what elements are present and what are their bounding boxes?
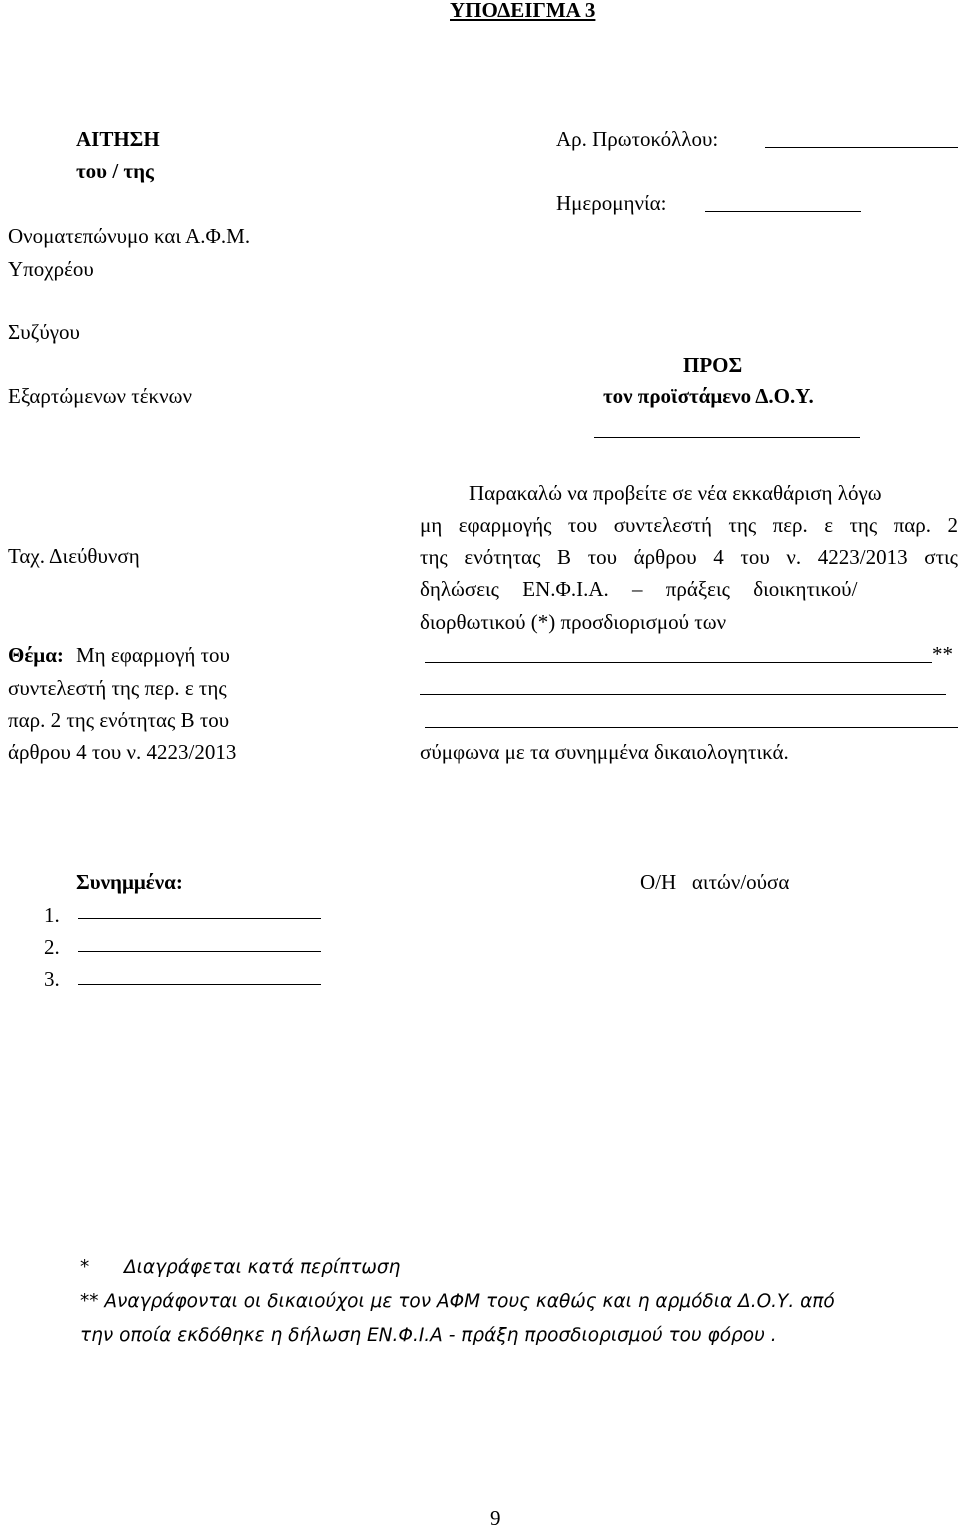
body-line-4 <box>420 576 958 602</box>
signature-label: Ο/Η αιτών/ούσα <box>640 870 790 894</box>
subject-line-1: Μη εφαρμογή του <box>76 643 230 667</box>
body-line-2: μη εφαρμογής του συντελεστή της περ. ε της παρ. 2 <box>420 513 958 537</box>
to-recipient: τον προϊστάμενο Δ.Ο.Υ. <box>603 384 814 408</box>
closing-line: σύμφωνα με τα συνημμένα δικαιολογητικά. <box>420 740 789 764</box>
name-afm-label: Ονοματεπώνυμο και Α.Φ.Μ. <box>8 224 251 248</box>
body-line-4-text: δηλώσεις ΕΝ.Φ.Ι.Α. – πράξεις διοικητικού/ <box>420 577 858 601</box>
subject-line-3: παρ. 2 της ενότητας Β του <box>8 708 230 732</box>
document-heading: ΥΠΟΔΕΙΓΜΑ 3 <box>450 0 596 22</box>
address-label: Ταχ. Διεύθυνση <box>8 544 140 568</box>
body-line-3: της ενότητας Β του άρθρου 4 του ν. 4223/2013 στις <box>420 545 958 569</box>
date-label: Ημερομηνία: <box>556 191 667 215</box>
page-number: 9 <box>490 1506 501 1530</box>
tax-office-line <box>594 437 860 438</box>
beneficiaries-line-1 <box>425 662 932 663</box>
attachments-label: Συνημμένα: <box>76 870 183 894</box>
footnote-2-line-2: την οποία εκδόθηκε η δήλωση ΕΝ.Φ.Ι.Α - πράξη προσδιορισμού του φόρου . <box>80 1325 777 1346</box>
body-line-1: Παρακαλώ να προβείτε σε νέα εκκαθάριση λόγω <box>469 481 882 505</box>
application-subtitle: του / της <box>76 159 154 183</box>
attachment-number-2: 2. <box>44 935 60 959</box>
footnote-2-line-1: ** Αναγράφονται οι δικαιούχοι με τον ΑΦΜ τους καθώς και η αρμόδια Δ.Ο.Υ. από <box>80 1291 835 1312</box>
spouse-label: Συζύγου <box>8 320 80 344</box>
attachment-number-1: 1. <box>44 903 60 927</box>
attachment-number-3: 3. <box>44 967 60 991</box>
subject-label: Θέμα: <box>8 643 64 667</box>
protocol-number-label: Αρ. Πρωτοκόλλου: <box>556 127 719 151</box>
application-title: ΑΙΤΗΣΗ <box>76 127 160 151</box>
debtor-label: Υποχρέου <box>8 257 94 281</box>
protocol-number-line <box>765 147 958 148</box>
attachment-line-2 <box>78 951 321 952</box>
footnote-1-text: Διαγράφεται κατά περίπτωση <box>124 1257 401 1278</box>
dependents-label: Εξαρτώμενων τέκνων <box>8 384 192 408</box>
double-star-mark: ** <box>932 642 953 666</box>
footnote-1-mark: * <box>80 1257 90 1278</box>
beneficiaries-line-2 <box>420 694 946 695</box>
body-line-5: διορθωτικού (*) προσδιορισμού των <box>420 610 727 634</box>
subject-line-2: συντελεστή της περ. ε της <box>8 676 227 700</box>
attachment-line-1 <box>78 918 321 919</box>
subject-line-4: άρθρου 4 του ν. 4223/2013 <box>8 740 237 764</box>
to-label: ΠΡΟΣ <box>683 353 743 377</box>
beneficiaries-line-3 <box>425 727 958 728</box>
attachment-line-3 <box>78 984 321 985</box>
date-line <box>705 211 861 212</box>
